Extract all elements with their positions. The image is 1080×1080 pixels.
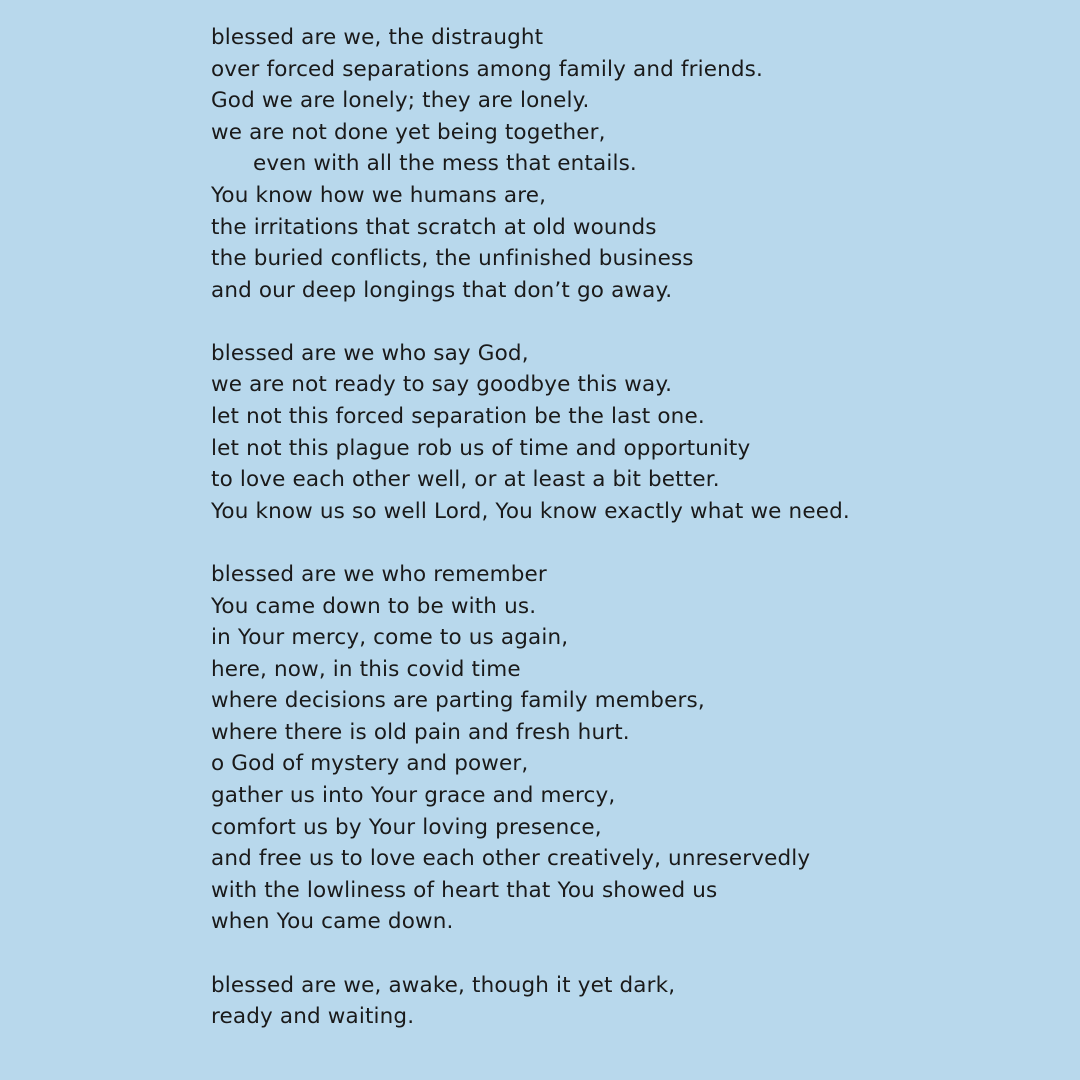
poem-line: blessed are we who remember <box>211 561 547 587</box>
poem-line: blessed are we who say God, <box>211 340 529 366</box>
poem <box>211 22 1051 1033</box>
poem-line: let not this plague rob us of time and opportunity <box>211 435 751 461</box>
poem-stanza <box>211 22 1051 306</box>
poem-line: with the lowliness of heart that You showed us <box>211 877 718 903</box>
poem-line: in Your mercy, come to us again, <box>211 625 569 651</box>
poem-line: we are not done yet being together, <box>211 119 606 145</box>
poem-line: to love each other well, or at least a bit better. <box>211 467 720 493</box>
poem-line: blessed are we, the distraught <box>211 25 544 50</box>
poem-line: You came down to be with us. <box>211 593 537 619</box>
poem-line: o God of mystery and power, <box>211 751 529 777</box>
poem-line: let not this forced separation be the last one. <box>211 404 705 430</box>
poem-line: ready and waiting. <box>211 1004 415 1030</box>
poem-line: where decisions are parting family members, <box>211 688 705 714</box>
poem-stanza <box>211 559 1051 938</box>
poem-line: gather us into Your grace and mercy, <box>211 783 616 809</box>
poem-line: and our deep longings that don’t go away. <box>211 277 673 303</box>
poem-line: and free us to love each other creatively, unreservedly <box>211 846 811 872</box>
poem-line: when You came down. <box>211 909 454 935</box>
poem-line: over forced separations among family and friends. <box>211 56 764 82</box>
poem-stanza <box>211 338 1051 528</box>
poem-line: we are not ready to say goodbye this way. <box>211 372 673 398</box>
poem-line: the irritations that scratch at old wounds <box>211 214 657 240</box>
poem-stanza <box>211 970 1051 1033</box>
poem-line: You know us so well Lord, You know exactly what we need. <box>211 498 850 524</box>
poem-line: where there is old pain and fresh hurt. <box>211 719 630 745</box>
poem-line: the buried conflicts, the unfinished business <box>211 246 694 272</box>
poem-line: God we are lonely; they are lonely. <box>211 88 590 114</box>
poem-line: comfort us by Your loving presence, <box>211 814 602 840</box>
poem-line: You know how we humans are, <box>211 182 547 208</box>
poem-line: here, now, in this covid time <box>211 656 521 682</box>
poem-line: even with all the mess that entails. <box>253 151 637 177</box>
poem-line: blessed are we, awake, though it yet dark, <box>211 972 676 998</box>
